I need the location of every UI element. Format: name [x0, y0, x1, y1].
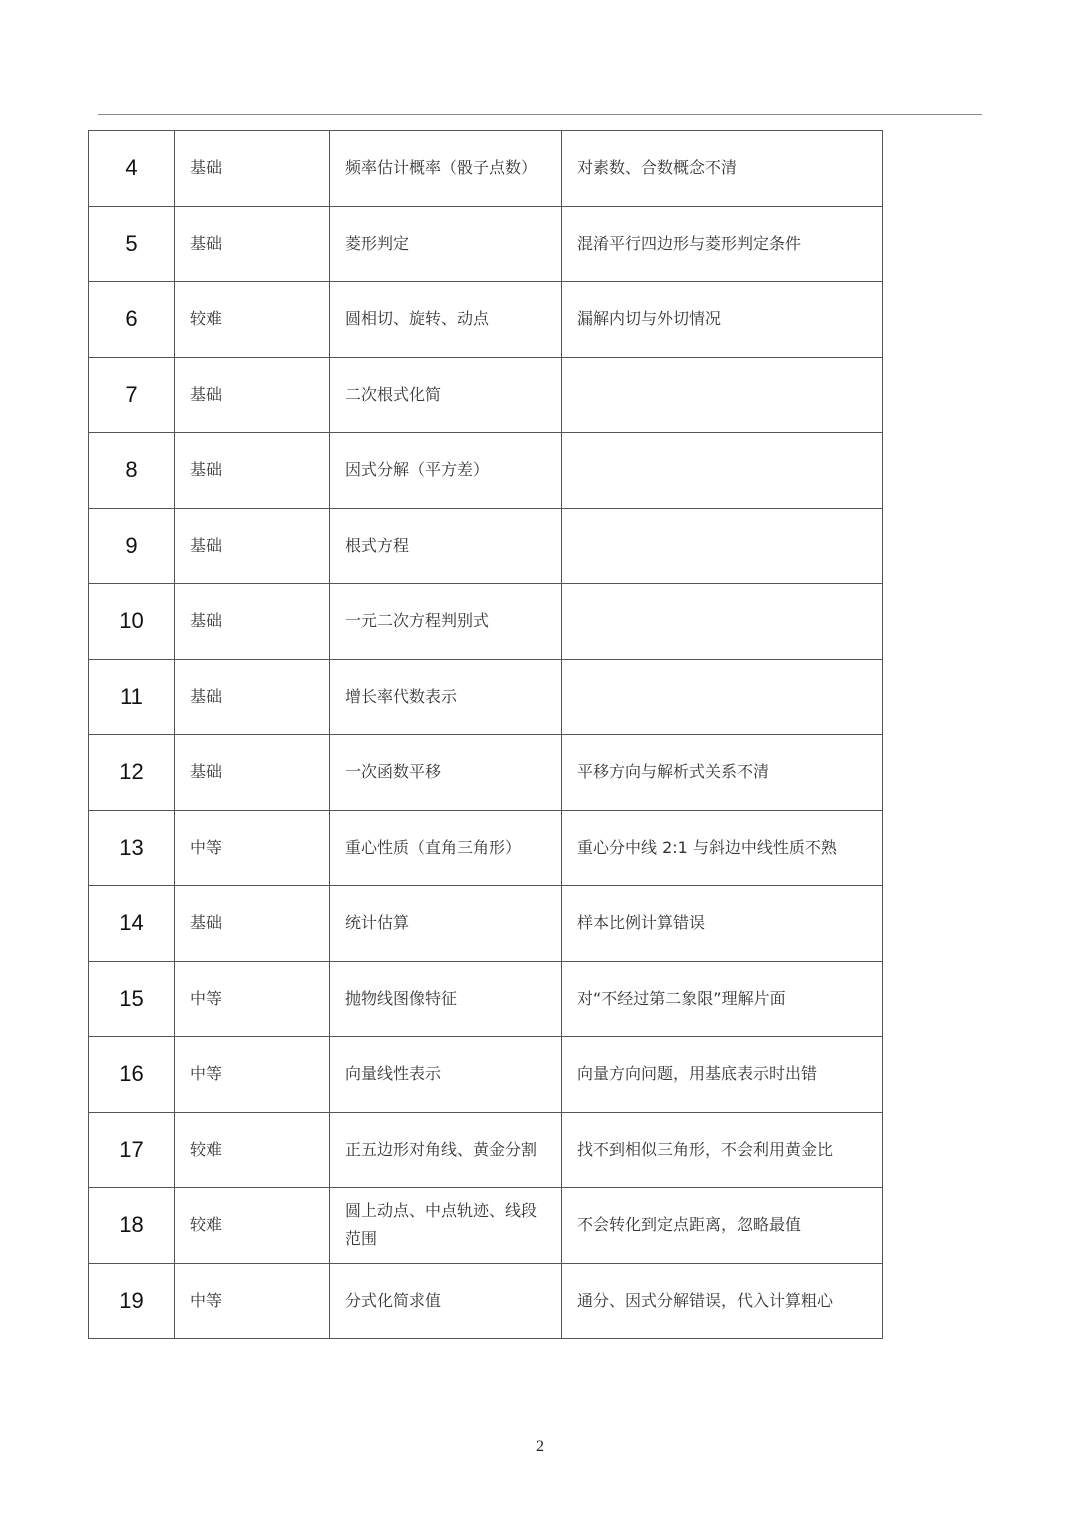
- common-error: 对素数、合数概念不清: [562, 131, 883, 207]
- question-number: 6: [89, 282, 175, 358]
- common-error: [562, 433, 883, 509]
- difficulty-level: 基础: [175, 206, 330, 282]
- common-error: 通分、因式分解错误，代入计算粗心: [562, 1263, 883, 1339]
- question-number: 16: [89, 1037, 175, 1113]
- knowledge-point: 一次函数平移: [330, 735, 562, 811]
- table-row: [89, 810, 883, 886]
- knowledge-point: 一元二次方程判别式: [330, 584, 562, 660]
- difficulty-level: 中等: [175, 1263, 330, 1339]
- table-row: [89, 659, 883, 735]
- table-row: [89, 357, 883, 433]
- table-row: [89, 1112, 883, 1188]
- knowledge-point: 频率估计概率（骰子点数）: [330, 131, 562, 207]
- common-error: 平移方向与解析式关系不清: [562, 735, 883, 811]
- table-row: [89, 1263, 883, 1339]
- difficulty-level: 较难: [175, 1188, 330, 1264]
- question-number: 11: [89, 659, 175, 735]
- question-number: 4: [89, 131, 175, 207]
- knowledge-point: 增长率代数表示: [330, 659, 562, 735]
- question-number: 14: [89, 886, 175, 962]
- knowledge-point: 二次根式化简: [330, 357, 562, 433]
- header-rule: [98, 114, 982, 115]
- error-analysis-table: [88, 130, 883, 1339]
- difficulty-level: 较难: [175, 282, 330, 358]
- table-row: [89, 206, 883, 282]
- knowledge-point: 圆上动点、中点轨迹、线段范围: [330, 1188, 562, 1264]
- question-number: 5: [89, 206, 175, 282]
- common-error: 对“不经过第二象限”理解片面: [562, 961, 883, 1037]
- common-error: 不会转化到定点距离，忽略最值: [562, 1188, 883, 1264]
- knowledge-point: 重心性质（直角三角形）: [330, 810, 562, 886]
- table-row: [89, 1037, 883, 1113]
- common-error: 重心分中线 2:1 与斜边中线性质不熟: [562, 810, 883, 886]
- page-number: 2: [536, 1438, 544, 1455]
- table-row: [89, 1188, 883, 1264]
- question-number: 12: [89, 735, 175, 811]
- difficulty-level: 基础: [175, 659, 330, 735]
- table-row: [89, 961, 883, 1037]
- table-row: [89, 433, 883, 509]
- common-error: 混淆平行四边形与菱形判定条件: [562, 206, 883, 282]
- table-row: [89, 735, 883, 811]
- common-error: [562, 508, 883, 584]
- common-error: [562, 659, 883, 735]
- difficulty-level: 较难: [175, 1112, 330, 1188]
- knowledge-point: 抛物线图像特征: [330, 961, 562, 1037]
- knowledge-point: 统计估算: [330, 886, 562, 962]
- question-number: 18: [89, 1188, 175, 1264]
- common-error: [562, 584, 883, 660]
- common-error: 找不到相似三角形，不会利用黄金比: [562, 1112, 883, 1188]
- question-number: 17: [89, 1112, 175, 1188]
- knowledge-point: 圆相切、旋转、动点: [330, 282, 562, 358]
- table-row: [89, 282, 883, 358]
- table-row: [89, 131, 883, 207]
- question-number: 8: [89, 433, 175, 509]
- knowledge-point: 分式化简求值: [330, 1263, 562, 1339]
- question-number: 19: [89, 1263, 175, 1339]
- common-error: [562, 357, 883, 433]
- question-number: 9: [89, 508, 175, 584]
- difficulty-level: 基础: [175, 735, 330, 811]
- difficulty-level: 基础: [175, 886, 330, 962]
- difficulty-level: 中等: [175, 1037, 330, 1113]
- common-error: 样本比例计算错误: [562, 886, 883, 962]
- question-number: 13: [89, 810, 175, 886]
- knowledge-point: 根式方程: [330, 508, 562, 584]
- knowledge-point: 正五边形对角线、黄金分割: [330, 1112, 562, 1188]
- table-body: [89, 131, 883, 1339]
- difficulty-level: 中等: [175, 810, 330, 886]
- difficulty-level: 中等: [175, 961, 330, 1037]
- knowledge-point: 菱形判定: [330, 206, 562, 282]
- difficulty-level: 基础: [175, 357, 330, 433]
- table-row: [89, 886, 883, 962]
- question-number: 7: [89, 357, 175, 433]
- question-number: 10: [89, 584, 175, 660]
- knowledge-point: 因式分解（平方差）: [330, 433, 562, 509]
- difficulty-level: 基础: [175, 508, 330, 584]
- common-error: 向量方向问题，用基底表示时出错: [562, 1037, 883, 1113]
- table-row: [89, 508, 883, 584]
- knowledge-point: 向量线性表示: [330, 1037, 562, 1113]
- difficulty-level: 基础: [175, 433, 330, 509]
- question-number: 15: [89, 961, 175, 1037]
- difficulty-level: 基础: [175, 131, 330, 207]
- difficulty-level: 基础: [175, 584, 330, 660]
- table-row: [89, 584, 883, 660]
- common-error: 漏解内切与外切情况: [562, 282, 883, 358]
